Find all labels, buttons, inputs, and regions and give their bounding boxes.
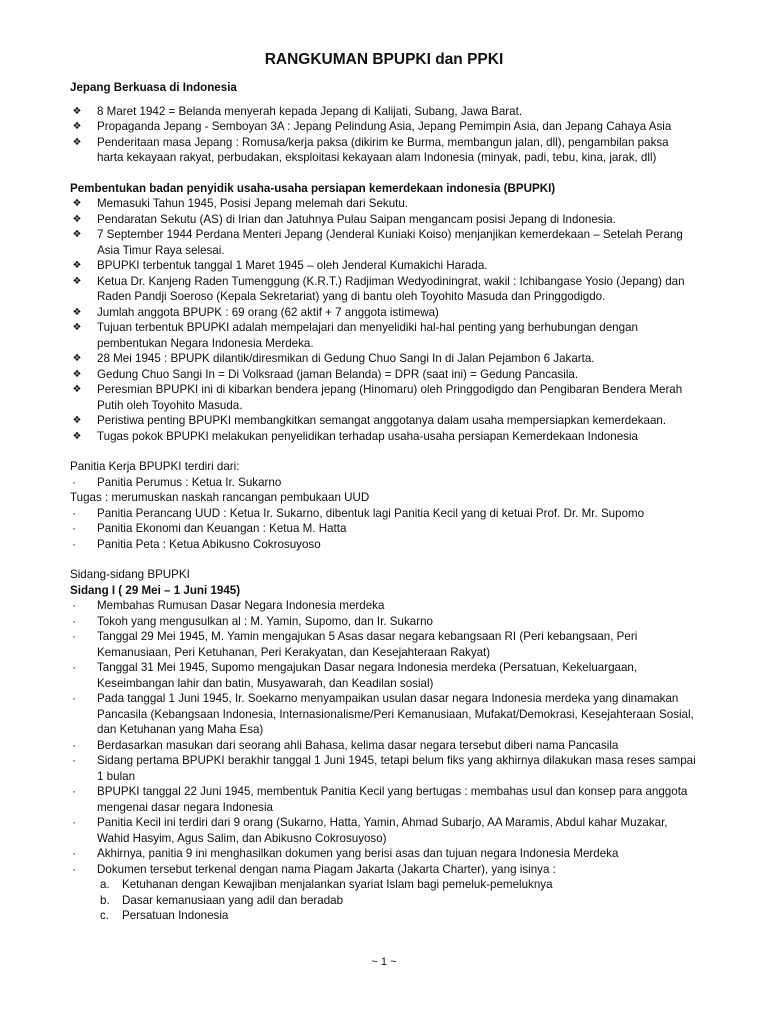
diamond-bullet-icon: ❖ [72,384,82,395]
list-item: ❖ Propaganda Jepang - Semboyan 3A : Jepang Pelindung Asia, Jepang Pemimpin Asia, dan Jepang Cahaya Asia [70,119,698,135]
dot-bullet-icon: · [72,614,76,628]
dot-bullet-icon: · [72,862,76,876]
list-item: ❖ Jumlah anggota BPUPK : 69 orang (62 aktif + 7 anggota istimewa) [70,305,698,321]
list-item: ❖ Peristiwa penting BPUPKI membangkitkan semangat anggotanya dalam usaha mempersiapkan kemerdekaan. [70,413,698,429]
diamond-bullet-icon: ❖ [72,198,82,209]
diamond-bullet-icon: ❖ [72,306,82,318]
list-item: · Panitia Ekonomi dan Keuangan : Ketua M. Hatta [70,521,698,537]
list-item: · Pada tanggal 1 Juni 1945, Ir. Soekarno menyampaikan usulan dasar negara Indonesia merdeka yang dinamakan Pancasila (Kebangsaan Indonesia, Internasionalisme/Peri Kemanusiaan, Mufakat/Demokrasi, Kesejahteraan Sosial, dan Ketuhanan yang Maha Esa) [70,691,698,738]
diamond-bullet-icon: ❖ [72,353,82,364]
list-item: ❖ 7 September 1944 Perdana Menteri Jepang (Jenderal Kuniaki Koiso) menjanjikan kemerdekaan – Setelah Perang Asia Timur Raya selesai. [70,227,698,258]
diamond-bullet-icon: ❖ [72,121,82,132]
bullet-list [70,196,698,444]
section-heading: Panitia Kerja BPUPKI terdiri dari: [70,460,240,473]
section-heading: Jepang Berkuasa di Indonesia [70,81,237,94]
list-item: ❖ Tujuan terbentuk BPUPKI adalah mempelajari dan menyelidiki hal-hal penting yang berhubungan dengan pembentukan Negara Indonesia Merdeka. [70,320,698,351]
list-item: · Tanggal 29 Mei 1945, M. Yamin mengajukan 5 Asas dasar negara kebangsaan RI (Peri kebangsaan, Peri Kemanusiaan, Peri Ketuhanan, Peri Kerakyatan, dan Kesejahteraan Rakyat) [70,629,698,660]
diamond-bullet-icon: ❖ [72,213,82,225]
sub-list [100,877,698,924]
dot-bullet-icon: · [72,692,76,705]
diamond-bullet-icon: ❖ [72,430,82,442]
list-item: · Panitia Perancang UUD : Ketua Ir. Sukarno, dibentuk lagi Panitia Kecil yang di ketuai Prof. Dr. Mr. Supomo [70,506,698,522]
section-heading: Sidang-sidang BPUPKI [70,568,190,581]
list-item: · Membahas Rumusan Dasar Negara Indonesia merdeka [70,598,698,614]
list-item: ❖ BPUPKI terbentuk tanggal 1 Maret 1945 – oleh Jenderal Kumakichi Harada. [70,258,698,274]
dot-bullet-icon: · [72,537,76,551]
section-panitia-kerja [70,459,698,552]
list-item: ❖ Memasuki Tahun 1945, Posisi Jepang melemah dari Sekutu. [70,196,698,212]
dot-bullet-icon: · [72,506,76,520]
list-item: · Akhirnya, panitia 9 ini menghasilkan dokumen yang berisi asas dan tujuan negara Indonesia Merdeka [70,846,698,862]
section-subheading: Sidang I ( 29 Mei – 1 Juni 1945) [70,583,241,597]
diamond-bullet-icon: ❖ [72,415,82,426]
list-item: · Dokumen tersebut terkenal dengan nama Piagam Jakarta (Jakarta Charter), yang isinya : [70,862,698,878]
list-item: ❖ 8 Maret 1942 = Belanda menyerah kepada Jepang di Kalijati, Subang, Jawa Barat. [70,104,698,120]
sub-list-item: b. Dasar kemanusiaan yang adil dan beradab [100,893,344,907]
bullet-list [70,506,698,553]
tugas-line: Tugas : merumuskan naskah rancangan pembukaan UUD [70,491,370,504]
section-bpupki [70,181,698,445]
list-item: · Panitia Kecil ini terdiri dari 9 orang (Sukarno, Hatta, Yamin, Ahmad Subarjo, AA Maramis, Abdul kahar Muzakar, Wahid Hasyim, Agus Salim, dan Abikusno Cokrosuyoso) [70,815,698,846]
section-heading: Pembentukan badan penyidik usaha-usaha persiapan kemerdekaan indonesia (BPUPKI) [70,181,556,195]
list-item: · Panitia Peta : Ketua Abikusno Cokrosuyoso [70,537,698,553]
diamond-bullet-icon: ❖ [72,322,82,333]
dot-bullet-icon: · [72,475,76,489]
dot-bullet-icon: · [72,630,76,643]
dot-bullet-icon: · [72,816,76,829]
list-item: ❖ Tugas pokok BPUPKI melakukan penyelidikan terhadap usaha-usaha persiapan Kemerdekaan Indonesia [70,429,698,445]
dot-bullet-icon: · [72,522,76,535]
page-number: ~ 1 ~ [371,956,397,968]
list-item: · Tokoh yang mengusulkan al : M. Yamin, Supomo, dan Ir. Sukarno [70,614,698,630]
list-item: ❖ Pendaratan Sekutu (AS) di Irian dan Jatuhnya Pulau Saipan mengancam posisi Jepang di Indonesia. [70,212,698,228]
dot-bullet-icon: · [72,661,76,674]
dot-bullet-icon: · [72,738,76,752]
diamond-bullet-icon: ❖ [72,136,82,148]
dot-bullet-icon: · [72,785,76,798]
list-item: ❖ Ketua Dr. Kanjeng Raden Tumenggung (K.R.T.) Radjiman Wedyodiningrat, wakil : Ichibangase Yosio (Jepang) dan Raden Pandji Soeroso (Kepala Sekretariat) yang di bantu oleh Toyohito Masuda dan Pringgodigdo. [70,274,698,305]
list-item: ❖ Penderitaan masa Jepang : Romusa/kerja paksa (dikirim ke Burma, membangun jalan, dll), pengambilan paksa harta kekayaan rakyat, perbudakan, eksploitasi kekayaan alam Indonesia (minyak, padi, tebu, kina, jarak, dll) [70,135,698,166]
page-title: RANGKUMAN BPUPKI dan PPKI [264,51,504,68]
dot-bullet-icon: · [72,754,76,767]
list-item: · Tanggal 31 Mei 1945, Supomo mengajukan Dasar negara Indonesia merdeka (Persatuan, Kekeluargaan, Keseimbangan lahir dan batin, Musyawarah, dan Keadilan sosial) [70,660,698,691]
list-item: · Sidang pertama BPUPKI berakhir tanggal 1 Juni 1945, tetapi belum fiks yang akhirnya dilakukan masa reses sampai 1 bulan [70,753,698,784]
list-item: ❖ Peresmian BPUPKI ini di kibarkan bendera jepang (Hinomaru) oleh Pringgodigdo dan Pengibaran Bendera Merah Putih oleh Toyohito Masuda. [70,382,698,413]
bullet-list [70,104,698,166]
sub-list-item: a. Ketuhanan dengan Kewajiban menjalankan syariat Islam bagi pemeluk-pemeluknya [100,878,553,891]
diamond-bullet-icon: ❖ [72,260,82,271]
section-sidang [70,567,698,924]
list-item: ❖ Gedung Chuo Sangi In = Di Volksraad (jaman Belanda) = DPR (saat ini) = Gedung Pancasila. [70,367,698,383]
diamond-bullet-icon: ❖ [72,229,82,240]
list-item: · Berdasarkan masukan dari seorang ahli Bahasa, kelima dasar negara tersebut diberi nama Pancasila [70,738,698,754]
list-item: ❖ 28 Mei 1945 : BPUPK dilantik/diresmikan di Gedung Chuo Sangi In di Jalan Pejambon 6 Jakarta. [70,351,698,367]
diamond-bullet-icon: ❖ [72,368,82,380]
section-jepang [70,80,698,166]
bullet-list [70,475,698,491]
bullet-list [70,598,698,877]
dot-bullet-icon: · [72,847,76,860]
diamond-bullet-icon: ❖ [72,105,82,117]
diamond-bullet-icon: ❖ [72,275,82,287]
dot-bullet-icon: · [72,599,76,612]
list-item: · BPUPKI tanggal 22 Juni 1945, membentuk Panitia Kecil yang bertugas : membahas usul dan konsep para anggota mengenai dasar negara Indonesia [70,784,698,815]
sub-list-item: c. Persatuan Indonesia [100,909,229,922]
list-item: · Panitia Perumus : Ketua Ir. Sukarno [70,475,698,491]
